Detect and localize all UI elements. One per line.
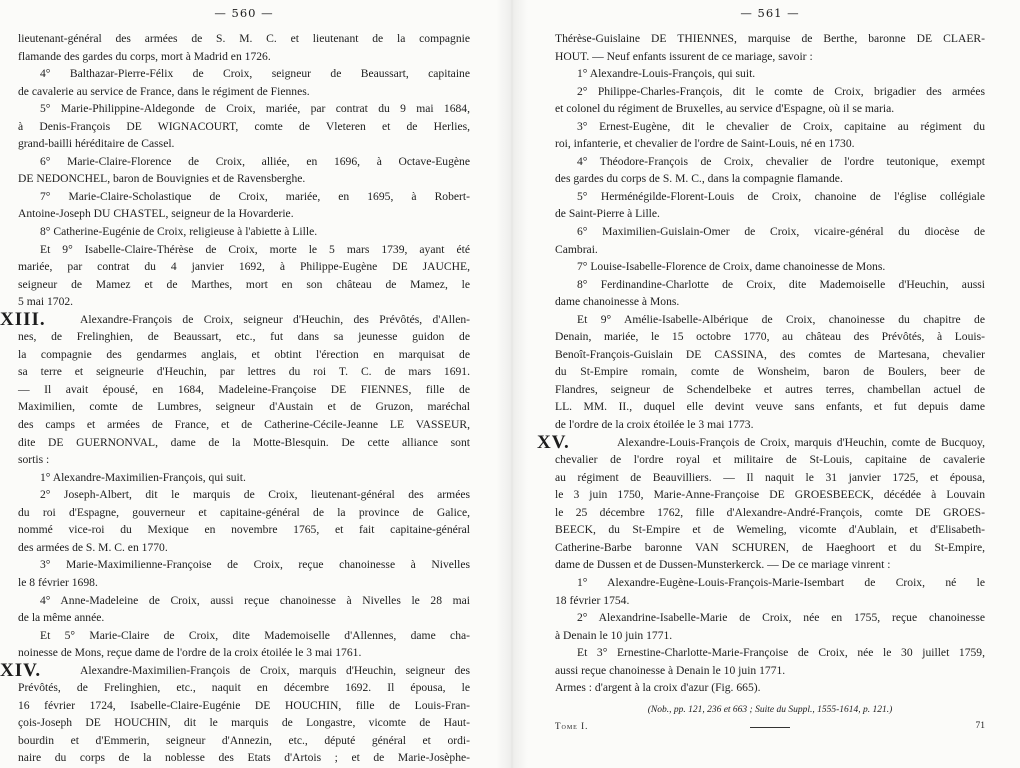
text-line <box>18 328 470 346</box>
text-line-content: 2° Joseph-Albert, dit le marquis de Croix, lieutenant-général des armées <box>40 488 470 502</box>
text-line <box>555 486 985 504</box>
text-line-content: Et 3° Ernestine-Charlotte-Marie-Françoise de Croix, née le 30 juillet 1759, <box>577 646 985 660</box>
text-line-content: de la même année. <box>18 611 105 625</box>
text-line-content: Flandres, seigneur de Schendelbeke et autres terres, chambellan actuel de <box>555 382 985 396</box>
text-line <box>18 749 470 767</box>
text-line-content: Alexandre-Louis-François de Croix, marquis d'Heuchin, comte de Bucquoy, <box>617 435 985 449</box>
text-line-content: 4° Anne-Madeleine de Croix, aussi reçue chanoinesse à Nivelles le 28 mai <box>40 593 470 607</box>
text-line <box>18 100 470 118</box>
text-line <box>18 241 470 259</box>
text-line-content: 7° Louise-Isabelle-Florence de Croix, dame chanoinesse de Mons. <box>577 260 886 274</box>
text-line <box>555 574 985 592</box>
text-line-content: Et 9° Amélie-Isabelle-Albérique de Croix, chanoinesse du chapitre de <box>577 312 985 326</box>
text-line-content: roi, infanterie, et chevalier de l'ordre de Saint-Louis, né en 1730. <box>555 137 855 151</box>
text-line <box>537 431 985 453</box>
text-line <box>18 451 470 469</box>
text-line <box>555 539 985 557</box>
text-line-content: Catherine-Barbe baronne VAN SCHUREN, de Haeghoort et du St-Empire, <box>555 540 985 554</box>
text-line-content: au régiment de Beauvilliers. — Il naquit le 31 janvier 1725, et épousa, <box>555 470 985 484</box>
text-line <box>555 223 985 241</box>
text-line <box>555 170 985 188</box>
left-page <box>0 0 470 768</box>
text-line-content: 8° Catherine-Eugénie de Croix, religieuse à l'abiette à Lille. <box>40 225 318 239</box>
text-line <box>18 381 470 399</box>
text-line <box>555 258 985 276</box>
text-line-content: dame chanoinesse à Mons. <box>555 295 680 309</box>
text-line-content: Antoine-Joseph DU CHASTEL, seigneur de la Hovarderie. <box>18 207 294 221</box>
text-line <box>555 65 985 83</box>
text-line-content: Alexandre-Maximilien-François de Croix, marquis d'Heuchin, seigneur des <box>80 663 470 677</box>
text-line <box>555 609 985 627</box>
text-line-content: — Il avait épousé, en 1684, Madeleine-Françoise DE FIENNES, fille de <box>18 382 470 396</box>
text-line <box>555 311 985 329</box>
text-line-content: 16 février 1724, Isabelle-Claire-Eugénie DE HOUCHIN, fille de Louis-Fran- <box>18 698 470 712</box>
text-line-content: 6° Marie-Claire-Florence de Croix, alliée, en 1696, à Octave-Eugène <box>40 154 470 168</box>
text-line <box>555 48 985 66</box>
text-line <box>555 556 985 574</box>
text-line-content: des gardes du corps de S. M. C., dans la compagnie flamande. <box>555 172 843 186</box>
text-line <box>555 662 985 680</box>
text-line <box>18 223 470 241</box>
text-line <box>555 416 985 434</box>
text-line-content: 2° Philippe-Charles-François, dit le comte de Croix, brigadier des armées <box>577 84 985 98</box>
right-page <box>537 0 985 768</box>
text-line-content: mariée, par contrat du 4 janvier 1692, à Philippe-Eugène DE JAUCHE, <box>18 260 470 274</box>
text-line <box>18 170 470 188</box>
text-line <box>18 346 470 364</box>
text-line-content: Cambrai. <box>555 242 598 256</box>
text-line <box>18 574 470 592</box>
text-line-content: du roi d'Espagne, gouverneur et capitaine-général de la province de Galice, <box>18 505 470 519</box>
text-line-content: Et 9° Isabelle-Claire-Thérèse de Croix, morte le 5 mars 1739, ayant été <box>40 242 470 256</box>
text-line <box>555 346 985 364</box>
text-line-content: 4° Balthazar-Pierre-Félix de Croix, seigneur de Beaussart, capitaine <box>40 67 470 81</box>
text-line-content: le 8 février 1698. <box>18 575 98 589</box>
text-line-content: 7° Marie-Claire-Scholastique de Croix, mariée, en 1695, à Robert- <box>40 189 470 203</box>
text-line-content: aussi reçue chanoinesse à Denain le 10 juin 1771. <box>555 663 786 677</box>
text-line-content: Benoît-François-Guislain DE CASSINA, des comtes de Martesana, chevalier <box>555 347 985 361</box>
arms-line: Armes : d'argent à la croix d'azur (Fig. 665). <box>555 681 761 694</box>
text-line-content: 5° Herménégilde-Florent-Louis de Croix, chanoine de l'église collégiale <box>577 189 985 203</box>
text-line-content: le 3 juin 1750, Marie-Anne-Françoise DE GROESBEECK, décédée à Louvain <box>555 488 985 502</box>
text-line <box>18 679 470 697</box>
text-line-content: HOUT. — Neuf enfants issurent de ce mariage, savoir : <box>555 49 813 63</box>
text-line <box>18 363 470 381</box>
text-line-content: nes, de Frelinghien, de Beaussart, etc., fut dans sa jeunesse guidon de <box>18 330 470 344</box>
text-line <box>555 469 985 487</box>
text-line-content: à Denis-François DE WIGNACOURT, comte de Vleteren et de Herlies, <box>18 119 470 133</box>
text-line <box>555 293 985 311</box>
text-line-content: 1° Alexandre-Eugène-Louis-François-Marie-Isembart de Croix, né le <box>577 575 985 589</box>
text-line-content: dite DE GUERNONVAL, dame de la Motte-Blesquin. De cette alliance sont <box>18 435 470 449</box>
text-line <box>18 592 470 610</box>
footer-folio: 71 <box>975 721 985 731</box>
text-line <box>18 153 470 171</box>
text-line-content: BEECK, du St-Empire et de Wemeling, vicomte d'Aublain, et d'Elisabeth- <box>555 523 985 537</box>
text-line <box>18 627 470 645</box>
text-line-content: la compagnie des gendarmes anglais, et obtint l'érection en marquisat de <box>18 347 470 361</box>
text-line <box>555 644 985 662</box>
text-line <box>18 486 470 504</box>
text-line <box>18 398 470 416</box>
text-line <box>555 276 985 294</box>
text-line-content: et colonel du régiment de Bruxelles, au service d'Espagne, où il se maria. <box>555 102 895 116</box>
text-line <box>555 153 985 171</box>
text-line-content: de Saint-Pierre à Lille. <box>555 207 660 221</box>
text-line-content: noinesse de Mons, reçue dame de l'ordre de la croix étoilée le 3 mai 1761. <box>18 646 362 660</box>
text-line-content: sa terre et seigneurie d'Heuchin, par lettres du roi T. C. de mars 1691. <box>18 365 470 379</box>
text-line-content: flamande des gardes du corps, mort à Madrid en 1726. <box>18 49 271 63</box>
text-line-content: 1° Alexandre-Maximilien-François, qui suit. <box>40 470 246 484</box>
text-line-content: LL. MM. II., duquel elle devint veuve sans enfants, et fut depuis dame <box>555 400 985 414</box>
text-line-content: Prévôtés, de Frelinghien, etc., naquit en décembre 1692. Il épousa, le <box>18 681 470 695</box>
text-line <box>18 30 470 48</box>
text-line <box>18 416 470 434</box>
text-line <box>555 381 985 399</box>
text-line-content: seigneur de Mamez et de Marthes, mort en son château de Mamez, le <box>18 277 470 291</box>
text-line <box>18 188 470 206</box>
right-page-number: — 561 — <box>740 6 800 20</box>
text-line-content: des camps et armées de France, et de Catherine-Cécile-Jeanne LE VASSEUR, <box>18 418 470 432</box>
text-line-content: grand-bailli héréditaire de Cassel. <box>18 137 175 151</box>
text-line <box>555 521 985 539</box>
text-line <box>18 697 470 715</box>
text-line <box>555 451 985 469</box>
text-line <box>18 644 470 662</box>
text-line <box>555 83 985 101</box>
text-line <box>18 434 470 452</box>
text-line-content: çois-Joseph DE HOUCHIN, dit le marquis de Longastre, vicomte de Haut- <box>18 716 470 730</box>
text-line-content: naire du corps de la noblesse des Etats d'Artois ; et de Marie-Josèphe- <box>18 751 470 765</box>
text-line-content: le 25 décembre 1762, fille d'Alexandre-André-François, comte DE GROES- <box>555 505 985 519</box>
text-line-content: 3° Marie-Maximilienne-Françoise de Croix, reçue chanoinesse à Nivelles <box>40 558 470 572</box>
text-line <box>555 100 985 118</box>
text-line-content: sortis : <box>18 453 50 467</box>
text-line <box>18 293 470 311</box>
text-line <box>555 30 985 48</box>
book-gutter <box>496 0 528 768</box>
text-line <box>18 521 470 539</box>
text-line <box>0 308 470 330</box>
text-line <box>555 135 985 153</box>
text-line-content: DE NEDONCHEL, baron de Bouvignies et de Ravensberghe. <box>18 172 306 186</box>
text-line <box>555 118 985 136</box>
text-line <box>18 205 470 223</box>
text-line-content: 3° Ernest-Eugène, dit le chevalier de Croix, capitaine au régiment du <box>577 119 985 133</box>
text-line-content: Thérèse-Guislaine DE THIENNES, marquise de Berthe, baronne DE CLAER- <box>555 32 985 45</box>
text-line <box>18 83 470 101</box>
text-line <box>555 328 985 346</box>
text-line <box>18 732 470 750</box>
text-line <box>18 258 470 276</box>
text-line <box>555 504 985 522</box>
text-line-content: du St-Empire romain, comte de Wonsheim, baron de Boulers, beer de <box>555 365 985 379</box>
text-line-content: chevalier de l'ordre royal et militaire de St-Louis, capitaine de cavalerie <box>555 453 985 467</box>
text-line-content: 18 février 1754. <box>555 593 630 607</box>
text-line <box>0 659 470 681</box>
left-page-body <box>0 30 470 767</box>
text-line-content: bourdin et d'Emmerin, seigneur d'Annezin, etc., député général et ordi- <box>18 733 470 747</box>
text-line <box>555 241 985 259</box>
text-line-content: 4° Théodore-François de Croix, chevalier de l'ordre teutonique, exempt <box>577 154 985 168</box>
text-line <box>18 48 470 66</box>
text-line-content: nommé vice-roi du Mexique en novembre 1765, et fait capitaine-général <box>18 523 470 537</box>
text-line <box>18 714 470 732</box>
text-line-content: 1° Alexandre-Louis-François, qui suit. <box>577 67 756 81</box>
text-line <box>555 205 985 223</box>
right-page-tail <box>555 679 985 728</box>
text-line-content: 5 mai 1702. <box>18 295 74 309</box>
text-line <box>18 118 470 136</box>
text-line-content: de l'ordre de la croix étoilée le 3 mai 1773. <box>555 418 754 432</box>
text-line-content: Et 5° Marie-Claire de Croix, dite Mademoiselle d'Allennes, dame cha- <box>40 628 470 642</box>
text-line <box>555 188 985 206</box>
text-line-content: 2° Alexandrine-Isabelle-Marie de Croix, née en 1755, reçue chanoinesse <box>577 611 985 625</box>
end-rule <box>750 727 790 728</box>
text-line-content: Maximilien, comte de Lumbres, seigneur d'Austain et de Gruzon, maréchal <box>18 400 470 414</box>
text-line <box>555 363 985 381</box>
text-line <box>18 135 470 153</box>
right-page-body <box>537 30 985 679</box>
text-line <box>18 504 470 522</box>
text-line <box>18 469 470 487</box>
text-line <box>555 627 985 645</box>
text-line-content: 8° Ferdinandine-Charlotte de Croix, dite Mademoiselle d'Heuchin, aussi <box>577 277 985 291</box>
reference-note: (Nob., pp. 121, 236 et 663 ; Suite du Suppl., 1555-1614, p. 121.) <box>647 704 893 715</box>
text-line <box>18 276 470 294</box>
text-line <box>555 592 985 610</box>
text-line <box>18 65 470 83</box>
text-line-content: des armées de S. M. C. en 1770. <box>18 540 168 554</box>
text-line <box>18 556 470 574</box>
text-line-content: 6° Maximilien-Guislain-Omer de Croix, vicaire-général du diocèse de <box>577 225 985 239</box>
section-numeral: XIII. <box>0 308 46 330</box>
text-line <box>555 398 985 416</box>
text-line-content: Alexandre-François de Croix, seigneur d'Heuchin, des Prévôtés, d'Allen- <box>80 312 470 326</box>
left-page-number: — 560 — <box>214 6 274 20</box>
text-line-content: 5° Marie-Philippine-Aldegonde de Croix, mariée, par contrat du 9 mai 1684, <box>40 102 470 116</box>
text-line <box>18 539 470 557</box>
text-line-content: de cavalerie au service de France, dans le régiment de Fiennes. <box>18 84 310 98</box>
text-line-content: Denain, mariée, le 15 octobre 1770, au château des Prévôtés, à Louis- <box>555 330 985 344</box>
section-numeral: XIV. <box>0 659 42 681</box>
section-numeral: XV. <box>537 431 570 453</box>
text-line-content: à Denain le 10 juin 1771. <box>555 628 673 642</box>
text-line-content: lieutenant-général des armées de S. M. C. et lieutenant de la compagnie <box>18 32 470 45</box>
footer-tome: Tome I. <box>555 721 589 731</box>
text-line-content: dame de Dussen et de Dussen-Munsterkerck. — De ce mariage vinrent : <box>555 558 891 572</box>
text-line <box>18 609 470 627</box>
